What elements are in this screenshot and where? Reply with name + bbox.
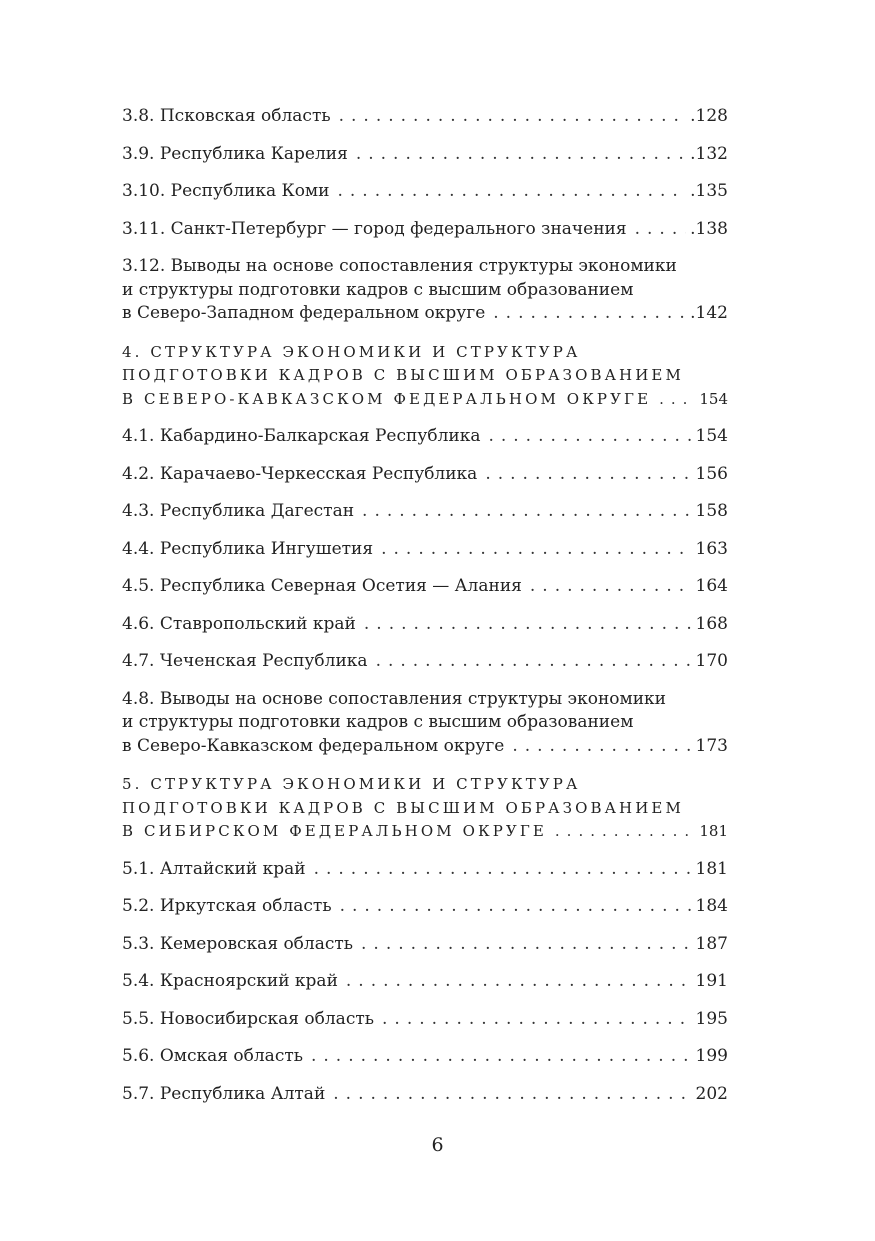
toc-chapter-4[interactable] [122,341,728,412]
toc-entry-title: 5.5. Новосибирская область [122,1008,375,1029]
toc-page-number: 202 [695,1083,728,1104]
toc-entry-title: 3.9. Республика Карелия [122,143,348,164]
toc-entry-title-line: в Северо-Западном федеральном округе [122,303,486,323]
toc-page-number: 181 [699,822,728,840]
toc-entry-title: 4.4. Республика Ингушетия [122,538,374,559]
toc-page-number: 163 [695,538,728,559]
toc-entry-4-8[interactable] [122,688,728,759]
toc-entry-title: 5.2. Иркутская область [122,896,332,916]
toc-entry-4-6[interactable] [122,613,728,637]
toc-page-number: 154 [695,426,728,446]
toc-entry-4-2[interactable] [122,463,728,487]
table-of-contents [122,105,728,1120]
toc-entry-5-1[interactable] [122,858,728,882]
dot-leader [362,500,692,524]
toc-page-number: 187 [695,933,728,954]
toc-entry-title: 3.10. Республика Коми [122,181,330,201]
toc-page-number: .138 [690,218,728,239]
toc-page-number: .135 [690,181,728,201]
toc-entry-title: 4.1. Кабардино-Балкарская Республика [122,426,481,446]
dot-leader [485,463,691,487]
dot-leader [356,143,686,167]
toc-entry-4-1[interactable] [122,425,728,449]
toc-entry-5-4[interactable] [122,970,728,994]
toc-entry-title: 4.5. Республика Северная Осетия — Алания [122,576,522,596]
dot-leader [382,1008,692,1032]
dot-leader [311,1045,692,1069]
dot-leader [364,613,692,637]
toc-entry-title: 5.7. Республика Алтай [122,1083,326,1104]
toc-page-number: .128 [690,106,728,126]
toc-entry-title-line: и структуры подготовки кадров с высшим образованием [122,279,634,300]
toc-chapter-5[interactable] [122,773,728,844]
toc-page-number: 158 [695,501,728,521]
dot-leader [346,970,692,994]
toc-entry-title: 5.1. Алтайский край [122,858,306,879]
toc-page-number: 195 [695,1008,728,1029]
toc-page-number: 184 [695,896,728,916]
toc-page-number: 191 [695,971,728,991]
chapter-title-line: 5. СТРУКТУРА ЭКОНОМИКИ И СТРУКТУРА [122,775,581,793]
dot-leader [338,180,687,204]
toc-entry-4-4[interactable] [122,538,728,562]
dot-leader [340,895,692,919]
toc-entry-3-10[interactable] [122,180,728,204]
toc-page-number: 170 [695,651,728,671]
toc-entry-title-line: 4.8. Выводы на основе сопоставления структуры экономики [122,688,667,709]
toc-entry-3-12[interactable] [122,255,728,326]
toc-page-number: 164 [695,576,728,596]
dot-leader [512,735,691,759]
toc-entry-title: 5.6. Омская область [122,1046,303,1066]
toc-entry-5-6[interactable] [122,1045,728,1069]
toc-entry-title-line: в Северо-Кавказском федеральном округе [122,735,505,756]
dot-leader [635,218,687,242]
toc-entry-title: 3.11. Санкт-Петербург — город федерального значения [122,218,627,239]
dot-leader [493,302,686,326]
toc-page-number: 181 [695,858,728,879]
toc-entry-3-9[interactable] [122,143,728,167]
toc-page-number: .142 [690,303,728,323]
dot-leader [339,105,687,129]
toc-entry-4-5[interactable] [122,575,728,599]
toc-entry-title: 4.3. Республика Дагестан [122,501,355,521]
chapter-title-line: 4. СТРУКТУРА ЭКОНОМИКИ И СТРУКТУРА [122,342,581,361]
toc-entry-3-8[interactable] [122,105,728,129]
dot-leader [659,388,695,412]
toc-entry-title: 4.2. Карачаево-Черкесская Республика [122,463,478,484]
toc-page-number: 199 [695,1046,728,1066]
toc-entry-title-line: 3.12. Выводы на основе сопоставления структуры экономики [122,256,677,276]
dot-leader [376,650,692,674]
toc-entry-title: 3.8. Псковская область [122,106,331,126]
toc-entry-5-3[interactable] [122,933,728,957]
toc-page-number: .132 [690,143,728,164]
toc-entry-4-3[interactable] [122,500,728,524]
dot-leader [314,858,692,882]
toc-entry-title-line: и структуры подготовки кадров с высшим образованием [122,712,634,732]
dot-leader [381,538,691,562]
toc-entry-5-2[interactable] [122,895,728,919]
toc-entry-title: 4.6. Ставропольский край [122,613,356,634]
dot-leader [530,575,692,599]
toc-page-number: 154 [699,389,728,408]
chapter-title-line: ПОДГОТОВКИ КАДРОВ С ВЫСШИМ ОБРАЗОВАНИЕМ [122,798,684,817]
toc-entry-title: 5.3. Кемеровская область [122,933,354,954]
dot-leader [333,1083,691,1107]
toc-entry-title: 4.7. Чеченская Республика [122,651,368,671]
toc-entry-title: 5.4. Красноярский край [122,971,338,991]
page-number: 6 [431,1134,444,1156]
dot-leader [361,933,692,957]
toc-entry-5-7[interactable] [122,1083,728,1107]
chapter-title-line: ПОДГОТОВКИ КАДРОВ С ВЫСШИМ ОБРАЗОВАНИЕМ [122,366,684,384]
chapter-title-line: В СИБИРСКОМ ФЕДЕРАЛЬНОМ ОКРУГЕ [122,822,547,840]
dot-leader [488,425,691,449]
dot-leader [555,820,695,844]
toc-page-number: 168 [695,613,728,634]
toc-entry-4-7[interactable] [122,650,728,674]
toc-entry-5-5[interactable] [122,1008,728,1032]
toc-page-number: 156 [695,463,728,484]
toc-entry-3-11[interactable] [122,218,728,242]
chapter-title-line: В СЕВЕРО-КАВКАЗСКОМ ФЕДЕРАЛЬНОМ ОКРУГЕ [122,389,652,408]
toc-page-number: 173 [695,735,728,756]
